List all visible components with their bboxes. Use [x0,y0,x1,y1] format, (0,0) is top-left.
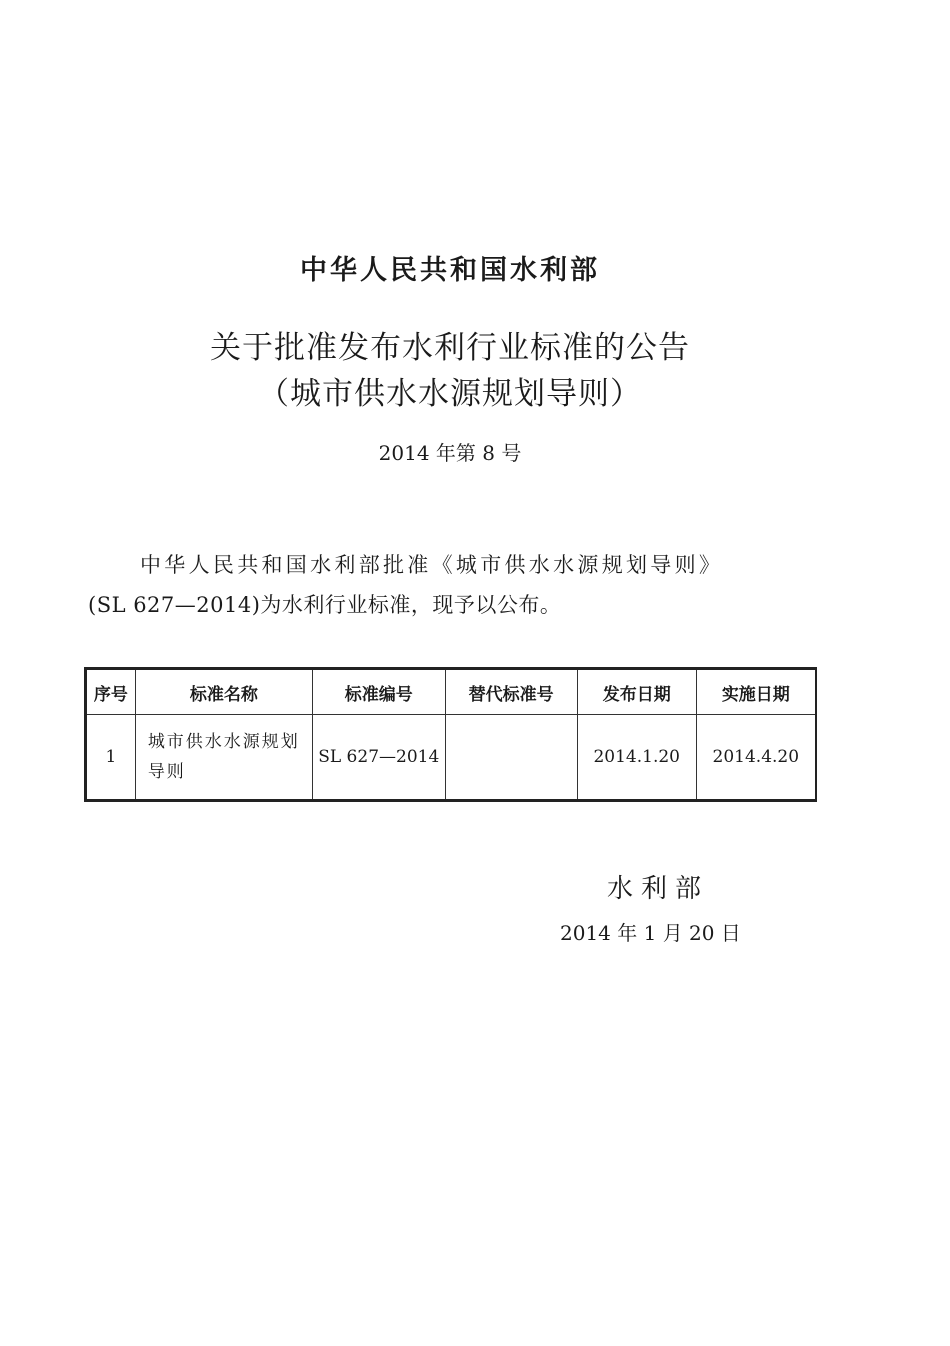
signer: 水利部 [607,874,710,904]
cell-index: 1 [86,715,136,801]
cell-publish-date: 2014.1.20 [577,715,696,801]
body-line-1: 中华人民共和国水利部批准《城市供水水源规划导则》 [140,553,724,577]
standards-table [84,667,817,802]
cell-effective-date: 2014.4.20 [696,715,816,801]
issuer-heading: 中华人民共和国水利部 [300,255,600,286]
announcement-body [88,545,838,625]
header-publish-date: 发布日期 [577,669,696,715]
cell-code: SL 627—2014 [313,715,445,801]
announcement-title: 关于批准发布水利行业标准的公告 [210,330,690,366]
header-code: 标准编号 [313,669,445,715]
signature-date: 2014 年 1 月 20 日 [560,921,741,945]
header-replaces: 替代标准号 [445,669,577,715]
body-line-2: (SL 627—2014)为水利行业标准，现予以公布。 [88,593,562,617]
header-name: 标准名称 [135,669,312,715]
table-header-row [86,669,817,715]
table-row [86,715,817,801]
announcement-subtitle: （城市供水水源规划导则） [258,376,642,412]
header-effective-date: 实施日期 [696,669,816,715]
document-number: 2014 年第 8 号 [378,441,522,465]
cell-replaces [445,715,577,801]
cell-name: 城市供水水源规划导则 [135,715,312,801]
header-index: 序号 [86,669,136,715]
